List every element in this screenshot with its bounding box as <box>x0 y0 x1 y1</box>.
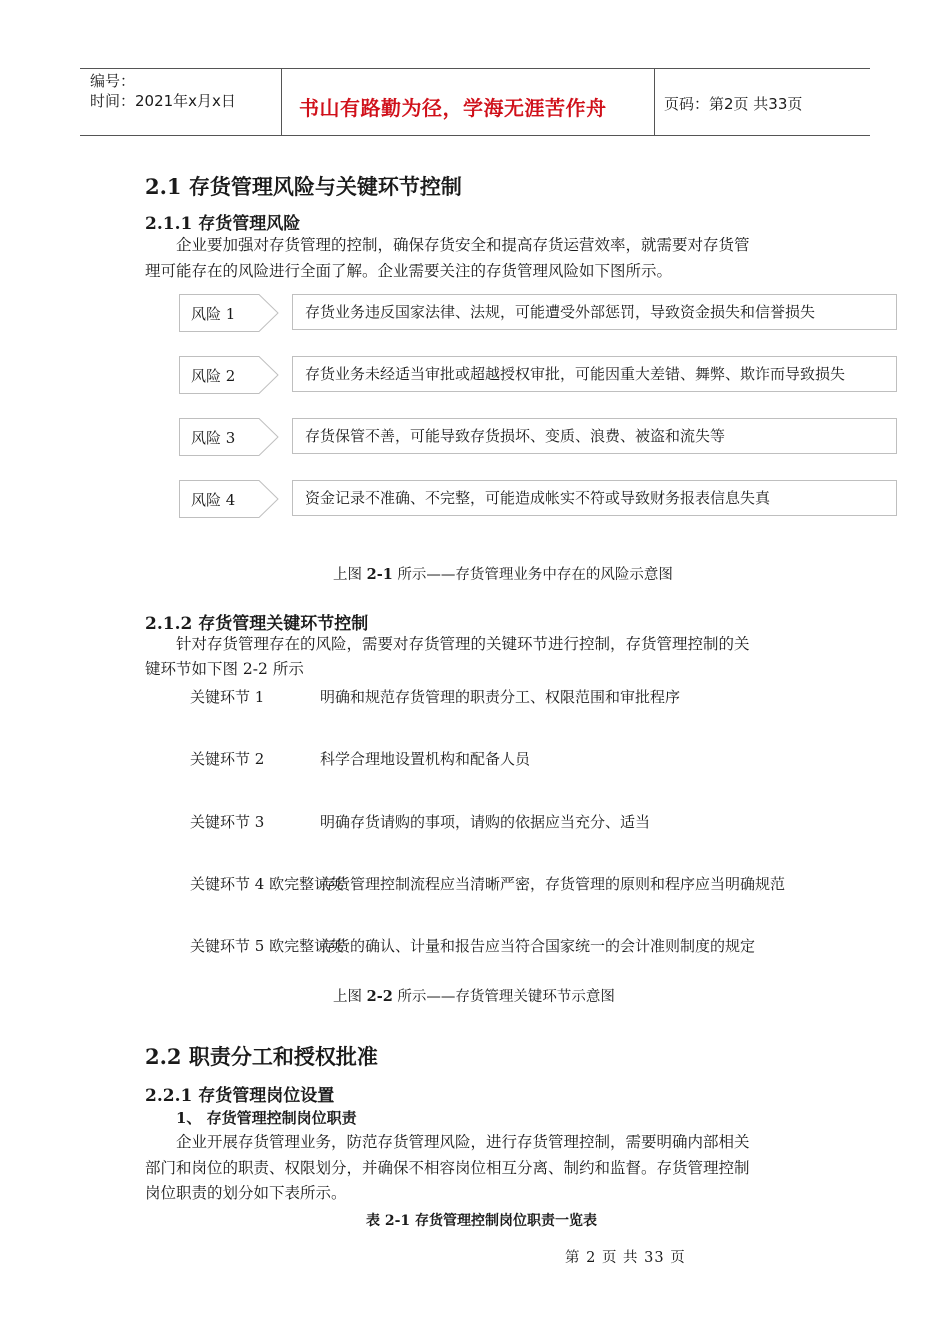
section-2-2-1-para-line2: 部门和岗位的职责、权限划分，并确保不相容岗位相互分离、制约和监督。存货管理控制 <box>145 1159 750 1177</box>
header-page-info: 页码：第2页 共33页 <box>664 95 803 113</box>
key-node-label-2: 关键环节 2 <box>190 750 265 768</box>
key-node-text-2: 科学合理地设置机构和配备人员 <box>320 750 531 768</box>
key-node-label-3: 关键环节 3 <box>190 813 265 831</box>
figure-2-1-caption-num: 2-1 <box>366 566 393 583</box>
header-divider-right <box>654 68 655 136</box>
key-node-label-5: 关键环节 5 欧完整谅荚 <box>190 937 345 955</box>
section-2-2-title: 2.2 职责分工和授权批准 <box>145 1044 378 1069</box>
section-2-1-2-para-line2: 键环节如下图 2-2 所示 <box>145 660 304 678</box>
figure-2-1-caption-prefix: 上图 <box>333 567 367 583</box>
section-2-2-1-item1-title: 1、 存货管理控制岗位职责 <box>176 1109 357 1127</box>
risk-label-4: 风险 4 <box>191 491 236 509</box>
header-bottom-border <box>80 135 870 136</box>
key-node-label-4: 关键环节 4 欧完整谅荚 <box>190 875 345 893</box>
key-node-label-1: 关键环节 1 <box>190 688 265 706</box>
key-node-text-5: 存货的确认、计量和报告应当符合国家统一的会计准则制度的规定 <box>320 937 756 955</box>
risk-arrow-2 <box>179 356 279 394</box>
section-2-1-1-title: 2.1.1 存货管理风险 <box>145 214 301 234</box>
risk-box-4: 资金记录不准确、不完整，可能造成帐实不符或导致财务报表信息失真 <box>292 480 897 516</box>
figure-2-1-caption <box>333 563 673 584</box>
section-2-1-2-para-line1: 针对存货管理存在的风险，需要对存货管理的关键环节进行控制，存货管理控制的关 <box>176 635 750 653</box>
header-time-label: 时间：2021年x月x日 <box>90 92 236 110</box>
figure-2-2-caption-num: 2-2 <box>366 988 393 1005</box>
section-2-1-1-para-line1: 企业要加强对存货管理的控制，确保存货安全和提高存货运营效率，就需要对存货管 <box>176 236 750 254</box>
section-2-1-2-title: 2.1.2 存货管理关键环节控制 <box>145 614 369 634</box>
figure-2-2-caption <box>333 985 615 1006</box>
risk-box-1: 存货业务违反国家法律、法规，可能遭受外部惩罚，导致资金损失和信誉损失 <box>292 294 897 330</box>
figure-2-2-caption-suffix: 所示——存货管理关键环节示意图 <box>392 989 615 1005</box>
risk-arrow-3 <box>179 418 279 456</box>
risk-label-1: 风险 1 <box>191 305 236 323</box>
header-motto: 书山有路勤为径，学海无涯苦作舟 <box>299 96 607 120</box>
section-2-2-1-title: 2.2.1 存货管理岗位设置 <box>145 1086 335 1106</box>
risk-label-3: 风险 3 <box>191 429 236 447</box>
key-node-text-4: 存货管理控制流程应当清晰严密，存货管理的原则和程序应当明确规范 <box>320 875 786 893</box>
risk-arrow-4 <box>179 480 279 518</box>
figure-2-1-caption-suffix: 所示——存货管理业务中存在的风险示意图 <box>392 567 673 583</box>
key-node-text-3: 明确存货请购的事项，请购的依据应当充分、适当 <box>320 813 651 831</box>
header-top-border <box>80 68 870 69</box>
risk-box-2: 存货业务未经适当审批或超越授权审批，可能因重大差错、舞弊、欺诈而导致损失 <box>292 356 897 392</box>
risk-arrow-1 <box>179 294 279 332</box>
header-code-label: 编号： <box>90 72 136 90</box>
section-2-1-1-para-line2: 理可能存在的风险进行全面了解。企业需要关注的存货管理风险如下图所示。 <box>145 262 673 280</box>
table-2-1-caption: 表 2-1 存货管理控制岗位职责一览表 <box>366 1213 598 1229</box>
section-2-2-1-para-line1: 企业开展存货管理业务，防范存货管理风险，进行存货管理控制，需要明确内部相关 <box>176 1133 750 1151</box>
page-footer: 第 2 页 共 33 页 <box>565 1250 686 1266</box>
key-node-text-1: 明确和规范存货管理的职责分工、权限范围和审批程序 <box>320 688 681 706</box>
risk-box-3: 存货保管不善，可能导致存货损坏、变质、浪费、被盗和流失等 <box>292 418 897 454</box>
section-2-2-1-para-line3: 岗位职责的划分如下表所示。 <box>145 1184 347 1202</box>
section-2-1-title: 2.1 存货管理风险与关键环节控制 <box>145 174 462 199</box>
header-divider-left <box>281 68 282 136</box>
risk-label-2: 风险 2 <box>191 367 236 385</box>
figure-2-2-caption-prefix: 上图 <box>333 989 367 1005</box>
